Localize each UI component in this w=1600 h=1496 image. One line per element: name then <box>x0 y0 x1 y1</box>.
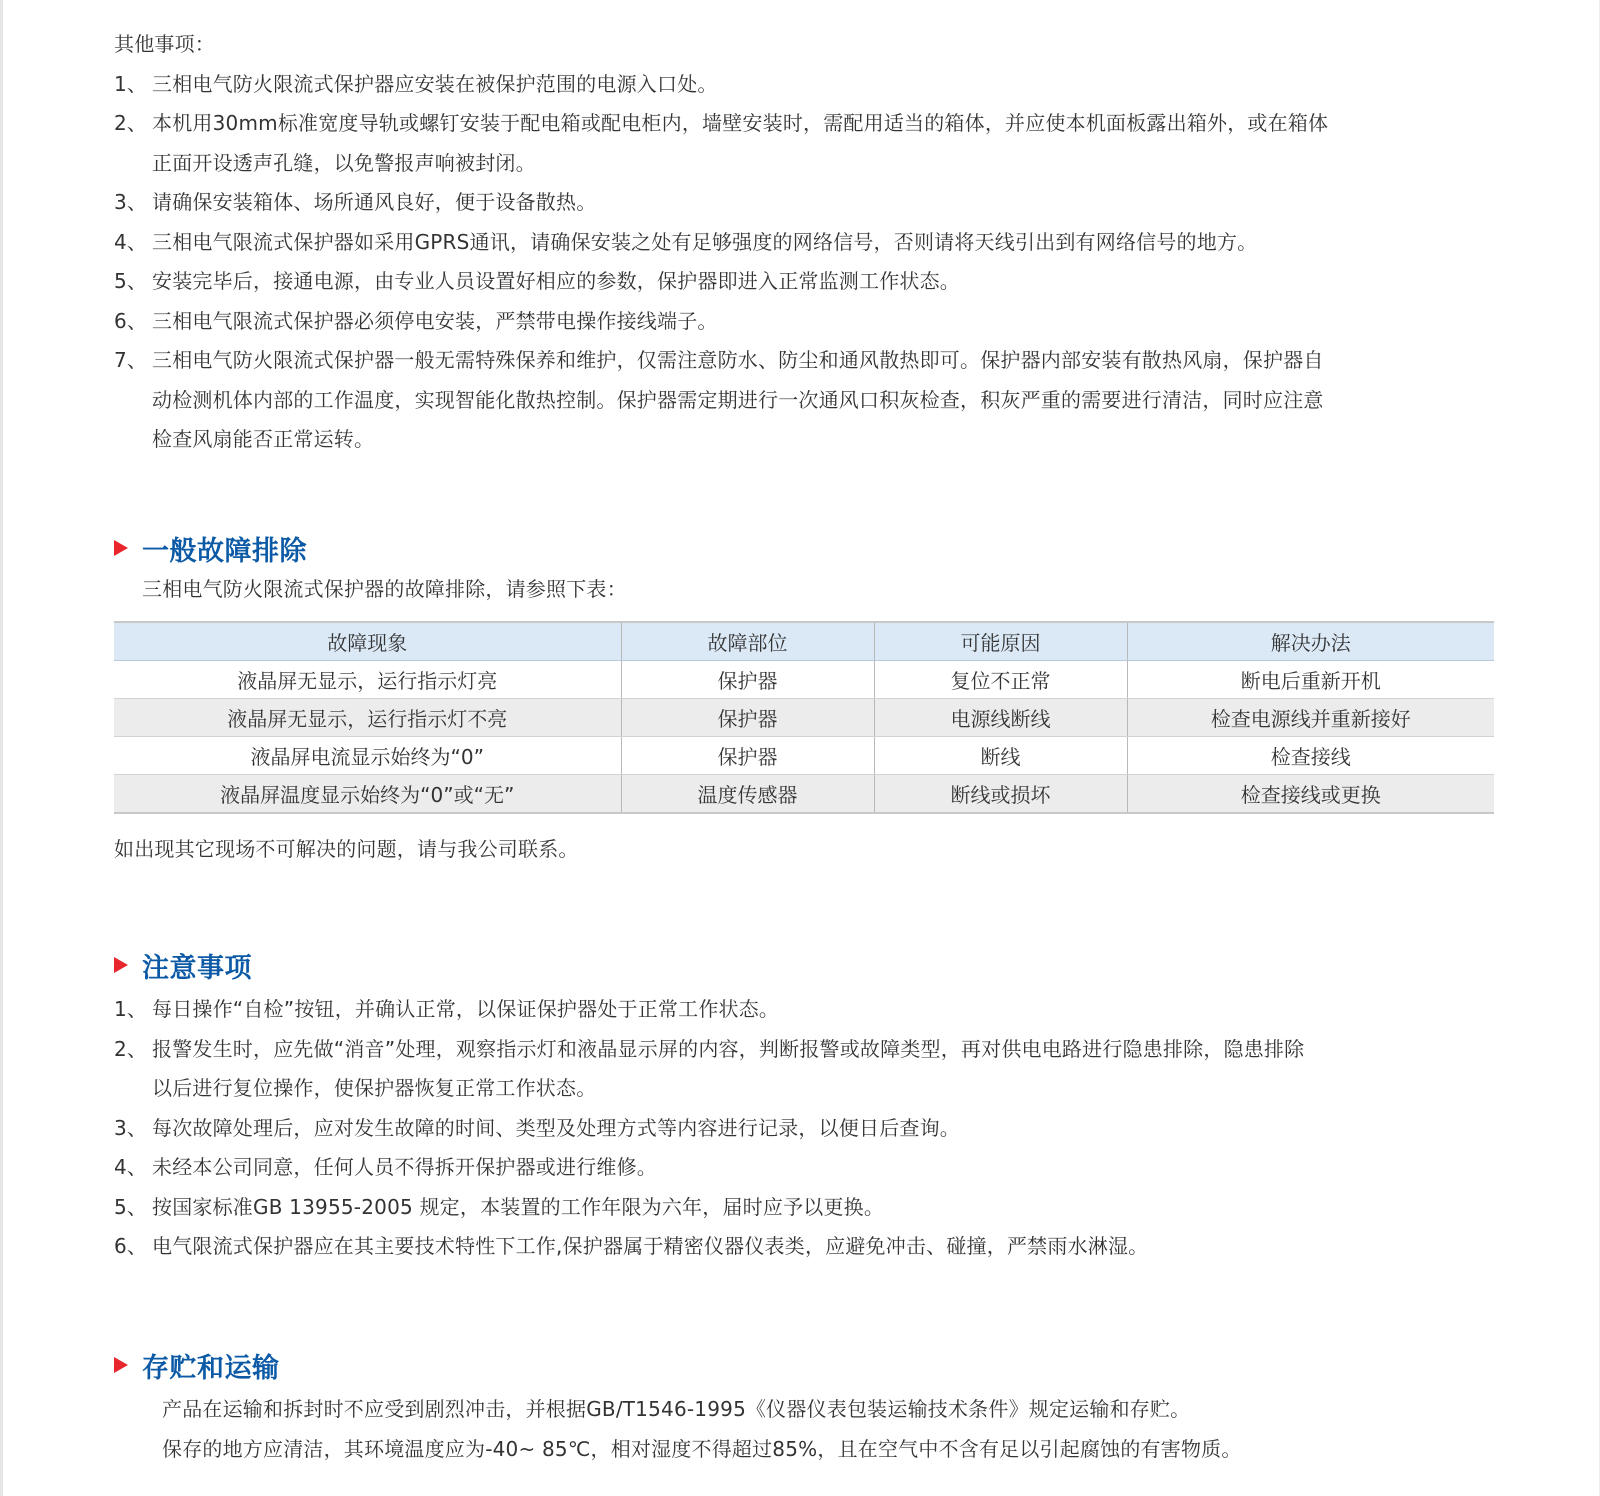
item-number: 2、 <box>114 111 148 135</box>
storage-section-heading <box>114 1345 280 1385</box>
item-text <box>152 990 1494 1030</box>
list-item <box>114 1030 1494 1109</box>
item-text <box>152 65 1494 105</box>
notes-heading-text: 注意事项 <box>142 952 252 984</box>
cell-symptom: 液晶屏温度显示始终为“0”或“无” <box>114 775 621 814</box>
item-text-line: 检查风扇能否正常运转。 <box>152 427 375 451</box>
table-row <box>114 775 1494 814</box>
item-text-line: 未经本公司同意，任何人员不得拆开保护器或进行维修。 <box>152 1155 657 1179</box>
header-symptom: 故障现象 <box>114 622 621 661</box>
cell-symptom: 液晶屏电流显示始终为“0” <box>114 737 621 775</box>
item-text-line: 请确保安装箱体、场所通风良好，便于设备散热。 <box>152 190 597 214</box>
list-item <box>114 1109 1494 1149</box>
item-text-line: 以后进行复位操作，使保护器恢复正常工作状态。 <box>152 1076 597 1100</box>
other-items-section <box>114 25 1494 460</box>
storage-section <box>162 1390 1542 1469</box>
triangle-marker-icon <box>114 1357 128 1373</box>
item-text-line: 三相电气限流式保护器如采用GPRS通讯，请确保安装之处有足够强度的网络信号，否则请将天线引出到有网络信号的地方。 <box>152 229 1258 254</box>
item-number: 4、 <box>114 229 148 254</box>
fault-table <box>114 621 1494 814</box>
item-text <box>152 183 1494 223</box>
list-item <box>114 341 1494 460</box>
item-text-line: 按国家标准GB 13955-2005 规定，本装置的工作年限为六年，届时应予以更换。 <box>152 1194 885 1219</box>
item-text <box>152 1188 1494 1228</box>
list-item <box>114 262 1494 302</box>
item-number: 3、 <box>114 1115 148 1140</box>
left-edge-divider <box>0 0 3 1496</box>
item-text-line: 正面开设透声孔缝，以免警报声响被封闭。 <box>152 150 536 175</box>
list-item <box>114 1148 1494 1188</box>
item-text-line: 三相电气防火限流式保护器应安装在被保护范围的电源入口处。 <box>152 71 718 96</box>
fault-table-header <box>114 622 1494 661</box>
list-item <box>114 1188 1494 1228</box>
item-number: 7、 <box>114 348 148 372</box>
item-text-line: 三相电气防火限流式保护器一般无需特殊保养和维护，仅需注意防水、防尘和通风散热即可。保护器内部安装有散热风扇，保护器自 <box>152 348 1324 372</box>
header-location: 故障部位 <box>621 622 874 661</box>
item-text <box>152 1227 1494 1267</box>
item-text <box>152 1109 1494 1149</box>
item-text-line: 每日操作“自检”按钮，并确认正常，以保证保护器处于正常工作状态。 <box>152 997 780 1021</box>
cell-cause: 断线 <box>874 737 1127 775</box>
list-item <box>114 183 1494 223</box>
item-number: 6、 <box>114 1234 148 1258</box>
item-text <box>152 223 1494 263</box>
table-row <box>114 661 1494 699</box>
fault-section-heading <box>114 528 307 568</box>
list-item <box>114 223 1494 263</box>
cell-solution: 检查接线或更换 <box>1127 775 1494 814</box>
cell-solution: 检查接线 <box>1127 737 1494 775</box>
item-text-line: 每次故障处理后，应对发生故障的时间、类型及处理方式等内容进行记录，以便日后查询。 <box>152 1115 960 1140</box>
fault-footer: 如出现其它现场不可解决的问题，请与我公司联系。 <box>114 837 579 861</box>
list-item <box>114 65 1494 105</box>
table-row <box>114 737 1494 775</box>
item-number: 2、 <box>114 1036 148 1061</box>
cell-symptom: 液晶屏无显示，运行指示灯不亮 <box>114 699 621 737</box>
table-row <box>114 699 1494 737</box>
cell-location: 保护器 <box>621 661 874 699</box>
cell-location: 保护器 <box>621 737 874 775</box>
list-item <box>114 990 1494 1030</box>
other-items-title: 其他事项： <box>114 32 215 56</box>
item-text <box>152 1148 1494 1188</box>
cell-location: 保护器 <box>621 699 874 737</box>
cell-solution: 断电后重新开机 <box>1127 661 1494 699</box>
item-text <box>152 302 1494 342</box>
other-items-list <box>114 65 1494 460</box>
triangle-marker-icon <box>114 540 128 556</box>
item-text-line: 动检测机体内部的工作温度，实现智能化散热控制。保护器需定期进行一次通风口积灰检查，积灰严重的需要进行清洁，同时应注意 <box>152 387 1324 412</box>
item-number: 5、 <box>114 269 148 293</box>
item-text-line: 安装完毕后，接通电源，由专业人员设置好相应的参数，保护器即进入正常监测工作状态。 <box>152 269 960 293</box>
triangle-marker-icon <box>114 957 128 973</box>
notes-section <box>114 990 1494 1267</box>
list-item <box>114 1227 1494 1267</box>
item-text <box>152 104 1494 183</box>
storage-line: 保存的地方应清洁，其环境温度应为-40~ 85℃，相对湿度不得超过85%，且在空气中不含有足以引起腐蚀的有害物质。 <box>162 1436 1242 1461</box>
notes-list <box>114 990 1494 1267</box>
item-number: 6、 <box>114 308 148 333</box>
fault-heading-text: 一般故障排除 <box>142 535 307 567</box>
header-solution: 解决办法 <box>1127 622 1494 661</box>
cell-symptom: 液晶屏无显示，运行指示灯亮 <box>114 661 621 699</box>
item-text <box>152 262 1494 302</box>
storage-line: 产品在运输和拆封时不应受到剧烈冲击，并根据GB/T1546-1995《仪器仪表包装运输技术条件》规定运输和存贮。 <box>162 1397 1191 1421</box>
item-number: 1、 <box>114 71 148 96</box>
storage-heading-text: 存贮和运输 <box>142 1352 280 1384</box>
item-text <box>152 341 1494 460</box>
item-text-line: 电气限流式保护器应在其主要技术特性下工作,保护器属于精密仪器仪表类，应避免冲击、碰撞，严禁雨水淋湿。 <box>152 1234 1149 1258</box>
list-item <box>114 302 1494 342</box>
item-number: 3、 <box>114 190 148 214</box>
cell-cause: 电源线断线 <box>874 699 1127 737</box>
list-item <box>114 104 1494 183</box>
item-number: 5、 <box>114 1194 148 1219</box>
item-number: 1、 <box>114 997 148 1021</box>
item-text-line: 报警发生时，应先做“消音”处理，观察指示灯和液晶显示屏的内容，判断报警或故障类型，再对供电电路进行隐患排除，隐患排除 <box>152 1036 1305 1061</box>
cell-location: 温度传感器 <box>621 775 874 814</box>
item-text <box>152 1030 1494 1109</box>
header-cause: 可能原因 <box>874 622 1127 661</box>
cell-cause: 复位不正常 <box>874 661 1127 699</box>
item-text-line: 本机用30mm标准宽度导轨或螺钉安装于配电箱或配电柜内，墙壁安装时，需配用适当的箱体，并应使本机面板露出箱外，或在箱体 <box>152 111 1329 135</box>
item-number: 4、 <box>114 1155 148 1179</box>
cell-solution: 检查电源线并重新接好 <box>1127 699 1494 737</box>
cell-cause: 断线或损坏 <box>874 775 1127 814</box>
notes-section-heading <box>114 945 252 985</box>
item-text-line: 三相电气限流式保护器必须停电安装，严禁带电操作接线端子。 <box>152 308 718 333</box>
fault-intro: 三相电气防火限流式保护器的故障排除，请参照下表： <box>142 577 627 601</box>
